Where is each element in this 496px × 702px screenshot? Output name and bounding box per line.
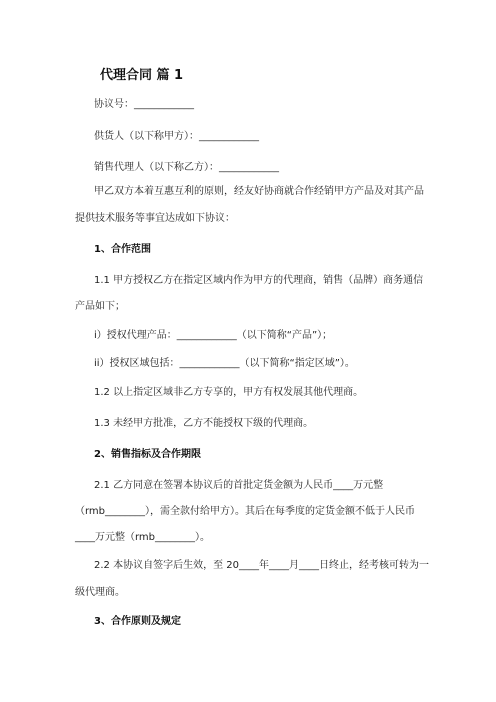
section-heading-sales-targets: 2、销售指标及合作期限 (94, 449, 201, 460)
intro-paragraph-line-1: 甲乙双方本着互惠互利的原则，经友好协商就合作经销甲方产品及对其产品 (94, 186, 424, 197)
section-heading-cooperation-principles: 3、合作原则及规定 (94, 616, 181, 627)
clause-2-1-line-1: 2.1 乙方同意在签署本协议后的首批定货金额为人民币____万元整 (94, 480, 384, 491)
clause-2-2-line-2: 级代理商。 (75, 587, 125, 598)
clause-1-2-line: 1.2 以上指定区域非乙方专享的，甲方有权发展其他代理商。 (94, 387, 364, 398)
clause-2-2-line-1: 2.2 本协议自签字后生效，至 20____年____月____日终止，经考核可转为一 (94, 560, 429, 571)
authorized-products-line: i）授权代理产品：____________（以下简称“产品”）； (94, 330, 333, 341)
document-title: 代理合同 篇 1 (100, 68, 184, 83)
clause-2-1-line-2: （rmb________），需全款付给甲方）。其后在每季度的定货金额不低于人民币 (75, 506, 416, 517)
intro-paragraph-line-2: 提供技术服务等事宜达成如下协议： (75, 213, 235, 224)
agreement-number-line: 协议号：____________ (94, 99, 194, 110)
clause-1-1-line-2: 产品如下； (75, 301, 125, 312)
sales-agent-line: 销售代理人（以下称乙方）：____________ (94, 162, 279, 173)
clause-1-3-line: 1.3 未经甲方批准，乙方不能授权下级的代理商。 (94, 418, 314, 429)
clause-1-1-line-1: 1.1 甲方授权乙方在指定区域内作为甲方的代理商，销售（品牌）商务通信 (94, 275, 424, 286)
section-heading-cooperation-scope: 1、合作范围 (94, 244, 151, 255)
clause-2-1-line-3: ____万元整（rmb________）。 (75, 532, 211, 543)
supplier-line: 供货人（以下称甲方）：____________ (94, 131, 259, 142)
authorized-region-line: ii）授权区域包括：____________（以下简称“指定区域”）。 (94, 358, 355, 369)
